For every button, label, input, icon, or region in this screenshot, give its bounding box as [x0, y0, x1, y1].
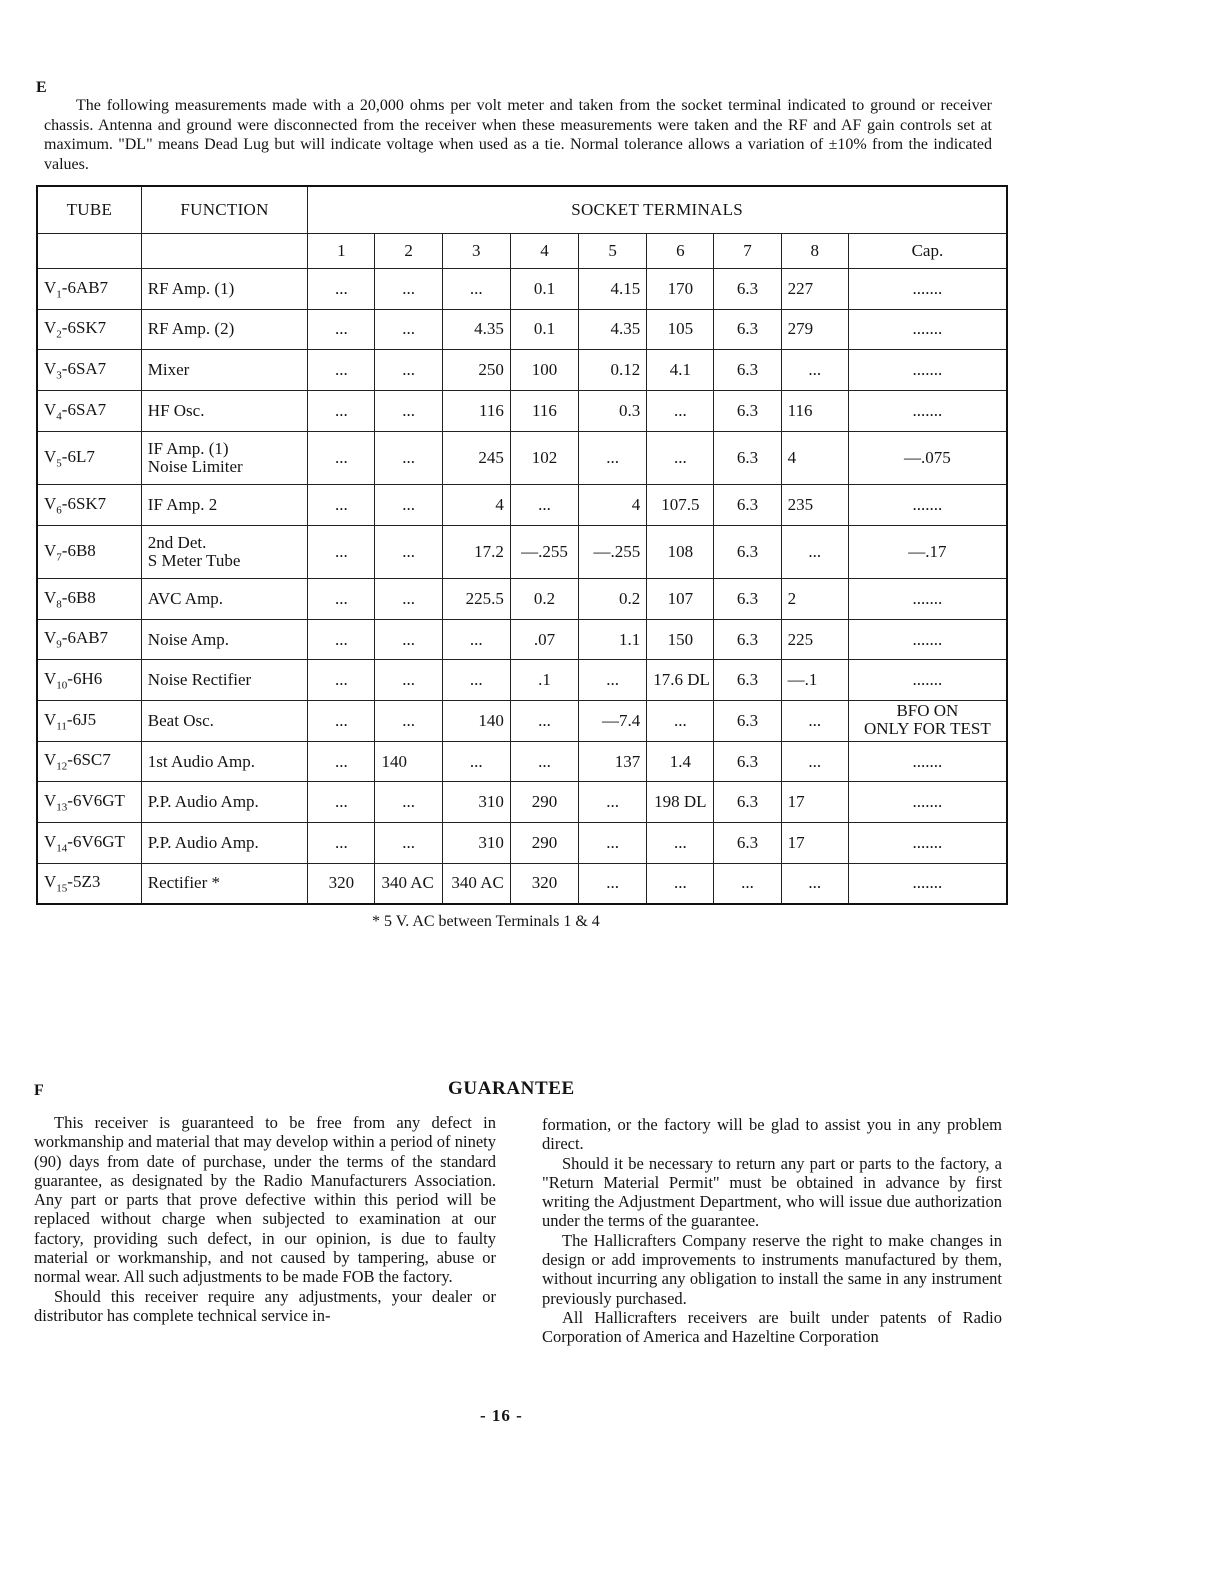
function-line: RF Amp. (2)	[147, 319, 235, 339]
tube-cell	[37, 701, 141, 742]
terminal-cell: ...	[579, 863, 647, 904]
terminal-cell: ...	[375, 823, 442, 864]
terminal-cell: 250	[442, 350, 510, 391]
terminal-cell: ...	[308, 579, 375, 620]
terminal-cell: ...	[375, 350, 442, 391]
terminal-cell: —.255	[579, 525, 647, 578]
tube-type: -6SC7	[67, 750, 111, 770]
tube-cell	[37, 309, 141, 350]
guarantee-paragraph: Should this receiver require any adjustments, your dealer or distributor has complete technical service in-	[34, 1286, 496, 1325]
table-row	[37, 309, 1007, 350]
terminal-header: 4	[510, 234, 578, 269]
tube-cell	[37, 579, 141, 620]
terminal-cell: 6.3	[714, 579, 781, 620]
cap-cell: .......	[848, 863, 1007, 904]
terminal-cell: 310	[442, 823, 510, 864]
terminal-number-row	[37, 234, 1007, 269]
function-cell	[141, 823, 307, 864]
function-line: IF Amp. (1)	[147, 438, 229, 458]
terminal-cell: 6.3	[714, 350, 781, 391]
tube-prefix: V	[44, 587, 57, 607]
tube-sub: 8	[56, 598, 62, 611]
function-cell	[141, 660, 307, 701]
terminal-cell: —7.4	[579, 701, 647, 742]
tube-prefix: V	[44, 831, 57, 851]
terminal-cell: ...	[308, 701, 375, 742]
function-cell	[141, 431, 307, 484]
terminal-cell: ...	[375, 619, 442, 660]
terminal-cell: ...	[375, 269, 442, 310]
terminal-cell: ...	[579, 782, 647, 823]
tube-prefix: V	[44, 791, 57, 810]
tube-type: -6SK7	[61, 318, 107, 338]
tube-cell	[37, 823, 141, 864]
terminal-cell: 17.6 DL	[647, 660, 714, 701]
tube-sub: 2	[56, 328, 62, 341]
tube-cell	[37, 269, 141, 310]
terminal-cell: ...	[308, 823, 375, 864]
terminal-cell: ...	[308, 390, 375, 431]
tube-type: -6SA7	[61, 399, 107, 419]
table-row	[37, 701, 1007, 742]
terminal-cell: ...	[375, 782, 442, 823]
terminal-cell: ...	[579, 431, 647, 484]
terminal-cell: 2	[781, 579, 848, 620]
function-line: Noise Rectifier	[147, 670, 252, 690]
measurement-intro: The following measurements made with a 20,000 ohms per volt meter and taken from the socket terminal indicated to ground or receiver chassis. Antenna and ground were disconnected from the receiver when these measurements were taken and the RF and AF gain controls set at maximum. "DL" means Dead Lug but will indicate voltage when used as a tie. Normal tolerance allows a variation of ±10% from the indicated values.	[44, 97, 992, 173]
cap-cell: .......	[848, 269, 1007, 310]
terminal-header: 6	[647, 234, 714, 269]
function-line: AVC Amp.	[147, 588, 224, 608]
terminal-cell: .07	[510, 619, 578, 660]
tube-type: -6B8	[61, 587, 96, 607]
cap-cell: .......	[848, 350, 1007, 391]
terminal-cell: 290	[510, 823, 578, 864]
function-line: S Meter Tube	[147, 550, 241, 570]
tube-sub: 13	[56, 801, 68, 814]
terminal-cell: 140	[442, 701, 510, 742]
terminal-cell: 17	[781, 823, 848, 864]
function-line: HF Osc.	[147, 400, 205, 420]
tube-sub: 6	[56, 504, 62, 517]
terminal-cell: 198 DL	[647, 782, 714, 823]
terminal-cell: 6.3	[714, 741, 781, 782]
terminal-cell: 4	[579, 485, 647, 526]
tube-sub: 3	[56, 369, 62, 382]
terminal-header: 2	[375, 234, 442, 269]
guarantee-paragraph: Should it be necessary to return any part or parts to the factory, a "Return Material Permit" must be obtained in advance by first writing the Adjustment Department, who will issue due authorization under the terms of the guarantee.	[542, 1153, 1002, 1231]
terminal-cell: 4.1	[647, 350, 714, 391]
header-socket-terminals: SOCKET TERMINALS	[308, 186, 1007, 234]
terminal-cell: ...	[781, 701, 848, 742]
cap-cell: .......	[848, 741, 1007, 782]
terminal-cell: 4	[442, 485, 510, 526]
function-cell	[141, 485, 307, 526]
tube-type: -6H6	[67, 669, 103, 689]
terminal-cell: ...	[308, 782, 375, 823]
terminal-cell: ...	[375, 309, 442, 350]
terminal-cell: 225.5	[442, 579, 510, 620]
tube-prefix: V	[44, 628, 57, 648]
terminal-cell: ...	[510, 741, 578, 782]
function-line: IF Amp. 2	[147, 494, 218, 514]
terminal-cell: 6.3	[714, 701, 781, 742]
terminal-cell: ...	[442, 269, 510, 310]
tube-type: -5Z3	[67, 872, 101, 892]
tube-prefix: V	[44, 540, 57, 560]
function-line: Noise Amp.	[147, 629, 230, 649]
function-cell	[141, 309, 307, 350]
terminal-cell: 320	[510, 863, 578, 904]
table-row	[37, 782, 1007, 823]
tube-prefix: V	[44, 669, 57, 689]
tube-prefix: V	[44, 399, 57, 419]
terminal-cell: 0.12	[579, 350, 647, 391]
terminal-cell: 0.3	[579, 390, 647, 431]
terminal-cell: 6.3	[714, 431, 781, 484]
terminal-cell: 6.3	[714, 309, 781, 350]
terminal-cell: 0.1	[510, 269, 578, 310]
guarantee-paragraph: formation, or the factory will be glad to assist you in any problem direct.	[542, 1115, 1002, 1154]
terminal-cell: 17	[781, 782, 848, 823]
tube-cell	[37, 525, 141, 578]
function-line: Mixer	[147, 360, 190, 380]
tube-type: -6J5	[66, 709, 97, 729]
function-cell	[141, 863, 307, 904]
terminal-cell: 6.3	[714, 823, 781, 864]
terminal-header: Cap.	[848, 234, 1007, 269]
terminal-cell: 137	[579, 741, 647, 782]
terminal-cell: ...	[442, 619, 510, 660]
table-row	[37, 525, 1007, 578]
terminal-cell: ...	[647, 863, 714, 904]
terminal-cell: 0.2	[579, 579, 647, 620]
terminal-cell: 310	[442, 782, 510, 823]
terminal-cell: 279	[781, 309, 848, 350]
function-line: 2nd Det.	[147, 532, 207, 552]
terminal-cell: ...	[308, 269, 375, 310]
function-cell	[141, 782, 307, 823]
function-line: P.P. Audio Amp.	[147, 832, 259, 852]
terminal-cell: .1	[510, 660, 578, 701]
terminal-cell: 6.3	[714, 660, 781, 701]
terminal-header: 8	[781, 234, 848, 269]
function-cell	[141, 701, 307, 742]
terminal-cell: 4	[781, 431, 848, 484]
tube-sub: 12	[56, 760, 68, 773]
terminal-cell: ...	[781, 741, 848, 782]
cap-cell: .......	[848, 579, 1007, 620]
tube-type: -6SK7	[61, 493, 107, 513]
terminal-cell: 4.35	[442, 309, 510, 350]
terminal-cell: 0.1	[510, 309, 578, 350]
terminal-header: 7	[714, 234, 781, 269]
terminal-cell: 340 AC	[442, 863, 510, 904]
terminal-cell: ...	[375, 390, 442, 431]
tube-cell	[37, 660, 141, 701]
cap-cell	[848, 701, 1007, 742]
terminal-cell: 108	[647, 525, 714, 578]
table-row	[37, 823, 1007, 864]
tube-prefix: V	[44, 493, 57, 513]
terminal-cell: 227	[781, 269, 848, 310]
terminal-header: 5	[579, 234, 647, 269]
table-row	[37, 579, 1007, 620]
terminal-cell: ...	[308, 350, 375, 391]
tube-cell	[37, 741, 141, 782]
terminal-cell: ...	[375, 431, 442, 484]
guarantee-title: GUARANTEE	[448, 1078, 575, 1099]
cap-cell: —.17	[848, 525, 1007, 578]
tube-cell	[37, 350, 141, 391]
terminal-cell: 6.3	[714, 525, 781, 578]
section-letter-f: F	[34, 1082, 44, 1099]
tube-prefix: V	[44, 318, 57, 338]
terminal-cell: ...	[308, 485, 375, 526]
cap-cell: .......	[848, 619, 1007, 660]
table-row	[37, 350, 1007, 391]
tube-prefix: V	[44, 872, 57, 892]
tube-type: -6AB7	[61, 277, 109, 297]
tube-type: -6AB7	[61, 628, 109, 648]
table-row	[37, 485, 1007, 526]
terminal-cell: 340 AC	[375, 863, 442, 904]
cap-note: BFO ON ONLY FOR TEST	[864, 701, 991, 739]
header-function: FUNCTION	[141, 186, 307, 234]
cap-cell: .......	[848, 309, 1007, 350]
terminal-cell: ...	[375, 485, 442, 526]
section-letter-e: E	[36, 79, 47, 96]
cap-cell: .......	[848, 823, 1007, 864]
tube-type: -6L7	[61, 446, 95, 466]
terminal-cell: ...	[579, 660, 647, 701]
terminal-cell: 0.2	[510, 579, 578, 620]
function-line: P.P. Audio Amp.	[147, 792, 259, 812]
terminal-header: 3	[442, 234, 510, 269]
terminal-cell: ...	[308, 525, 375, 578]
terminal-cell: 1.4	[647, 741, 714, 782]
terminal-cell: 6.3	[714, 390, 781, 431]
terminal-cell: 1.1	[579, 619, 647, 660]
tube-prefix: V	[44, 277, 57, 297]
terminal-cell: ...	[647, 823, 714, 864]
tube-sub: 15	[56, 882, 68, 895]
terminal-cell: 245	[442, 431, 510, 484]
function-cell	[141, 350, 307, 391]
guarantee-paragraph: All Hallicrafters receivers are built under patents of Radio Corporation of America and Hazeltine Corporation	[542, 1307, 1002, 1347]
terminal-cell: 6.3	[714, 619, 781, 660]
terminal-cell: 4.35	[579, 309, 647, 350]
table-row	[37, 431, 1007, 484]
guarantee-paragraph: This receiver is guaranteed to be free from any defect in workmanship and material that may develop within a period of ninety (90) days from date of purchase, under the terms of the standard guarantee, as designated by the Radio Manufacturers Association. Any part or parts that prove defective within this period will be replaced without charge when subjected to examination at our factory, providing such defect, in our opinion, is due to faulty material or workmanship, and not caused by tampering, abuse or normal wear. All such adjustments to be made FOB the factory.	[34, 1113, 496, 1287]
table-row	[37, 741, 1007, 782]
terminal-cell: 4.15	[579, 269, 647, 310]
terminal-cell: 116	[442, 390, 510, 431]
terminal-cell: 235	[781, 485, 848, 526]
terminal-cell: 6.3	[714, 269, 781, 310]
terminal-cell: 116	[781, 390, 848, 431]
terminal-cell: 170	[647, 269, 714, 310]
tube-sub: 5	[56, 457, 62, 469]
cap-cell: .......	[848, 660, 1007, 701]
tube-cell	[37, 390, 141, 431]
terminal-cell: —.1	[781, 660, 848, 701]
function-cell	[141, 579, 307, 620]
cap-cell: .......	[848, 485, 1007, 526]
header-blank	[141, 234, 307, 269]
tube-cell	[37, 619, 141, 660]
function-line: Noise Limiter	[147, 456, 243, 476]
guarantee-paragraph: The Hallicrafters Company reserve the right to make changes in design or add improvements to instruments manufactured by them, without incurring any obligation to install the same in any instrument previously purchased.	[542, 1230, 1002, 1308]
terminal-cell: ...	[375, 660, 442, 701]
table-row	[37, 863, 1007, 904]
terminal-cell: ...	[647, 701, 714, 742]
function-cell	[141, 741, 307, 782]
voltage-table	[36, 185, 1008, 905]
terminal-cell: 150	[647, 619, 714, 660]
terminal-cell: ...	[781, 350, 848, 391]
table-row	[37, 390, 1007, 431]
table-row	[37, 660, 1007, 701]
terminal-cell: ...	[442, 660, 510, 701]
terminal-cell: ...	[781, 525, 848, 578]
terminal-cell: 6.3	[714, 782, 781, 823]
terminal-cell: ...	[375, 525, 442, 578]
terminal-cell: ...	[308, 431, 375, 484]
terminal-cell: ...	[579, 823, 647, 864]
function-line: RF Amp. (1)	[147, 278, 235, 298]
guarantee-right-column	[542, 1115, 1002, 1347]
terminal-cell: ...	[375, 579, 442, 620]
tube-prefix: V	[44, 446, 57, 466]
function-cell	[141, 619, 307, 660]
terminal-cell: 100	[510, 350, 578, 391]
terminal-cell: ...	[442, 741, 510, 782]
page-number: - 16 -	[480, 1406, 523, 1425]
terminal-cell: ...	[714, 863, 781, 904]
cap-cell: .......	[848, 782, 1007, 823]
tube-sub: 1	[56, 288, 62, 301]
function-cell	[141, 390, 307, 431]
guarantee-left-column	[34, 1113, 496, 1325]
tube-cell	[37, 485, 141, 526]
tube-type: -6B8	[61, 540, 96, 560]
terminal-header: 1	[308, 234, 375, 269]
terminal-cell: 107.5	[647, 485, 714, 526]
tube-sub: 4	[56, 409, 62, 422]
terminal-cell: ...	[308, 660, 375, 701]
terminal-cell: 107	[647, 579, 714, 620]
terminal-cell: 140	[375, 741, 442, 782]
tube-type: -6V6GT	[67, 791, 125, 810]
tube-prefix: V	[44, 709, 57, 729]
tube-cell	[37, 863, 141, 904]
terminal-cell: 17.2	[442, 525, 510, 578]
tube-type: -6SA7	[61, 358, 107, 378]
function-line: Rectifier *	[147, 873, 221, 893]
function-line: 1st Audio Amp.	[147, 751, 256, 771]
tube-sub: 11	[56, 720, 67, 733]
terminal-cell: ...	[510, 485, 578, 526]
tube-cell	[37, 431, 141, 484]
terminal-cell: 6.3	[714, 485, 781, 526]
table-footnote: * 5 V. AC between Terminals 1 & 4	[372, 913, 600, 930]
terminal-cell: ...	[647, 431, 714, 484]
tube-type: -6V6GT	[67, 831, 125, 851]
function-line: Beat Osc.	[147, 710, 214, 730]
tube-sub: 10	[56, 679, 68, 692]
terminal-cell: ...	[308, 741, 375, 782]
terminal-cell: 320	[308, 863, 375, 904]
terminal-cell: 225	[781, 619, 848, 660]
terminal-cell: ...	[375, 701, 442, 742]
tube-sub: 9	[56, 638, 62, 651]
function-cell	[141, 269, 307, 310]
tube-prefix: V	[44, 358, 57, 378]
tube-prefix: V	[44, 750, 57, 770]
terminal-cell: ...	[647, 390, 714, 431]
function-cell	[141, 525, 307, 578]
header-tube: TUBE	[37, 186, 141, 234]
terminal-cell: ...	[781, 863, 848, 904]
tube-cell	[37, 782, 141, 823]
table-row	[37, 269, 1007, 310]
header-blank	[37, 234, 141, 269]
cap-cell: —.075	[848, 431, 1007, 484]
terminal-cell: ...	[510, 701, 578, 742]
cap-cell: .......	[848, 390, 1007, 431]
tube-sub: 14	[56, 842, 68, 855]
terminal-cell: 102	[510, 431, 578, 484]
terminal-cell: —.255	[510, 525, 578, 578]
terminal-cell: ...	[308, 619, 375, 660]
terminal-cell: 105	[647, 309, 714, 350]
tube-sub: 7	[56, 551, 62, 564]
terminal-cell: 290	[510, 782, 578, 823]
terminal-cell: ...	[308, 309, 375, 350]
terminal-cell: 116	[510, 390, 578, 431]
table-row	[37, 619, 1007, 660]
